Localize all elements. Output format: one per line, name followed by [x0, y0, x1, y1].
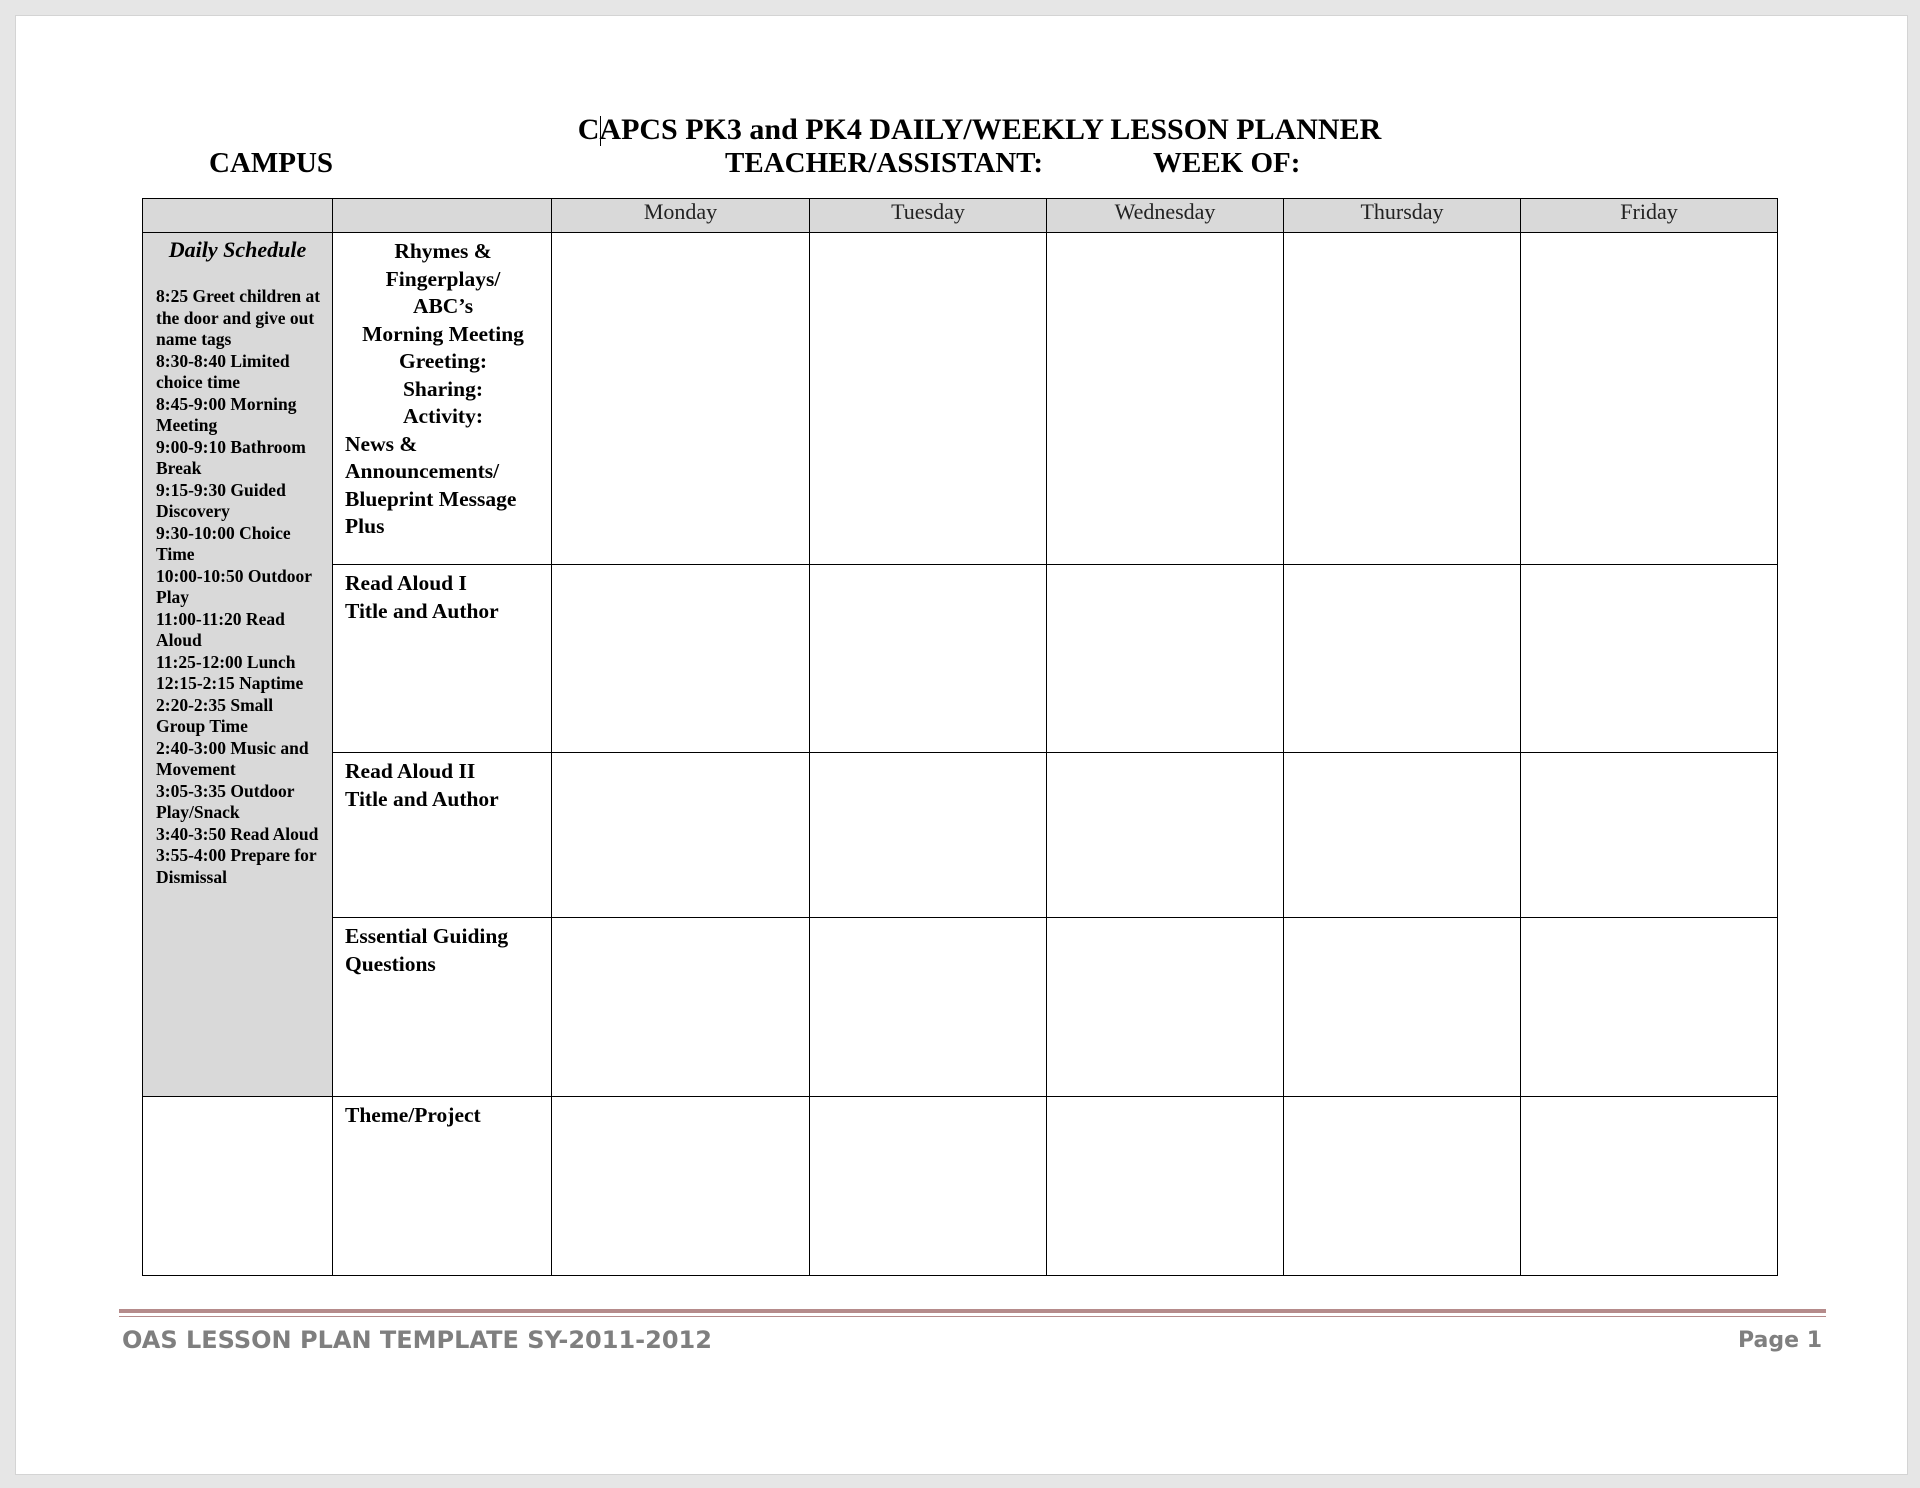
header-row [143, 199, 1778, 233]
plan-cell-friday[interactable] [1521, 753, 1778, 918]
plan-cell-monday[interactable] [552, 1097, 810, 1276]
plan-cell-friday[interactable] [1521, 918, 1778, 1097]
schedule-item: 9:15-9:30 Guided Discovery [156, 479, 286, 521]
week-of-label: WEEK OF: [1153, 147, 1301, 179]
document-page [15, 15, 1908, 1475]
day-header-monday: Monday [552, 199, 810, 233]
footer-divider [119, 1316, 1826, 1317]
plan-cell-tuesday[interactable] [810, 753, 1047, 918]
daily-schedule-title: Daily Schedule [168, 237, 307, 262]
activity-line: Greeting: [399, 349, 487, 373]
activity-line: Announcements/ [345, 459, 500, 483]
footer-template-label: OAS LESSON PLAN TEMPLATE SY-2011-2012 [122, 1326, 712, 1354]
plan-cell-tuesday[interactable] [810, 565, 1047, 753]
plan-cell-thursday[interactable] [1284, 918, 1521, 1097]
activity-line: Essential Guiding [345, 924, 509, 948]
schedule-item: 9:00-9:10 Bathroom Break [156, 436, 306, 478]
plan-cell-thursday[interactable] [1284, 565, 1521, 753]
schedule-item: 11:25-12:00 Lunch [156, 651, 296, 672]
schedule-item: 3:05-3:35 Outdoor Play/Snack [156, 780, 295, 822]
table-row [143, 918, 1778, 1097]
page-title: CAPCS PK3 and PK4 DAILY/WEEKLY LESSON PLANNER [577, 113, 1382, 146]
activity-line: Plus [345, 514, 385, 538]
schedule-item: 10:00-10:50 Outdoor Play [156, 565, 312, 607]
schedule-item: 2:20-2:35 Small Group Time [156, 694, 274, 736]
activity-line: ABC’s [412, 294, 474, 318]
plan-cell-friday[interactable] [1521, 1097, 1778, 1276]
activity-cell-read-aloud-2 [333, 753, 552, 918]
table-row [143, 1097, 1778, 1276]
activity-cell-essential-questions [333, 918, 552, 1097]
schedule-item: 3:55-4:00 Prepare for Dismissal [156, 845, 317, 887]
plan-cell-wednesday[interactable] [1047, 233, 1284, 565]
activity-cell-read-aloud-1 [333, 565, 552, 753]
teacher-assistant-label: TEACHER/ASSISTANT: [725, 147, 1044, 179]
activity-cell-morning-meeting [333, 233, 552, 565]
blank-schedule-cell [143, 1097, 333, 1276]
activity-cell-theme-project [333, 1097, 552, 1276]
activity-line: Read Aloud I [345, 571, 467, 595]
header-blank-cell [143, 199, 333, 233]
plan-cell-monday[interactable] [552, 233, 810, 565]
activity-line: Questions [345, 951, 436, 976]
header-blank-cell [333, 199, 552, 233]
footer-page-number: Page 1 [1738, 1328, 1823, 1353]
activity-line: Read Aloud II [345, 759, 476, 783]
activity-line: Sharing: [402, 376, 484, 401]
activity-line: Blueprint Message [345, 486, 517, 511]
plan-cell-friday[interactable] [1521, 233, 1778, 565]
table-row [143, 753, 1778, 918]
plan-cell-friday[interactable] [1521, 565, 1778, 753]
plan-cell-tuesday[interactable] [810, 233, 1047, 565]
plan-cell-wednesday[interactable] [1047, 565, 1284, 753]
day-header-thursday: Thursday [1284, 199, 1521, 233]
schedule-item: 8:25 Greet children at the door and give out name tags [156, 286, 321, 349]
schedule-item: 9:30-10:00 Choice Time [156, 522, 291, 564]
activity-line: Theme/Project [345, 1103, 481, 1127]
daily-schedule-cell [143, 233, 333, 1097]
schedule-item: 3:40-3:50 Read Aloud [156, 823, 319, 844]
schedule-item: 8:30-8:40 Limited choice time [156, 350, 290, 392]
day-header-friday: Friday [1521, 199, 1778, 233]
schedule-item: 8:45-9:00 Morning Meeting [156, 393, 297, 435]
day-header-wednesday: Wednesday [1047, 199, 1284, 233]
plan-cell-tuesday[interactable] [810, 1097, 1047, 1276]
table-row [143, 233, 1778, 565]
table-row [143, 565, 1778, 753]
plan-cell-wednesday[interactable] [1047, 753, 1284, 918]
activity-line: Morning Meeting [362, 321, 524, 346]
plan-cell-monday[interactable] [552, 753, 810, 918]
plan-cell-wednesday[interactable] [1047, 918, 1284, 1097]
daily-schedule-list [156, 286, 326, 888]
activity-line: Title and Author [345, 786, 499, 811]
schedule-item: 11:00-11:20 Read Aloud [156, 608, 285, 650]
plan-cell-wednesday[interactable] [1047, 1097, 1284, 1276]
activity-line: Activity: [403, 404, 483, 428]
footer-divider [119, 1309, 1826, 1313]
activity-line: Fingerplays/ [385, 266, 501, 291]
plan-cell-monday[interactable] [552, 918, 810, 1097]
plan-cell-tuesday[interactable] [810, 918, 1047, 1097]
schedule-item: 2:40-3:00 Music and Movement [156, 737, 309, 779]
schedule-item: 12:15-2:15 Naptime [156, 673, 304, 693]
activity-line: Title and Author [345, 598, 499, 623]
lesson-planner-table [142, 198, 1778, 1276]
campus-label: CAMPUS [209, 147, 334, 179]
plan-cell-thursday[interactable] [1284, 233, 1521, 565]
plan-cell-monday[interactable] [552, 565, 810, 753]
activity-line: Rhymes & [394, 239, 492, 263]
day-header-tuesday: Tuesday [810, 199, 1047, 233]
plan-cell-thursday[interactable] [1284, 753, 1521, 918]
activity-line: News & [345, 431, 418, 456]
plan-cell-thursday[interactable] [1284, 1097, 1521, 1276]
